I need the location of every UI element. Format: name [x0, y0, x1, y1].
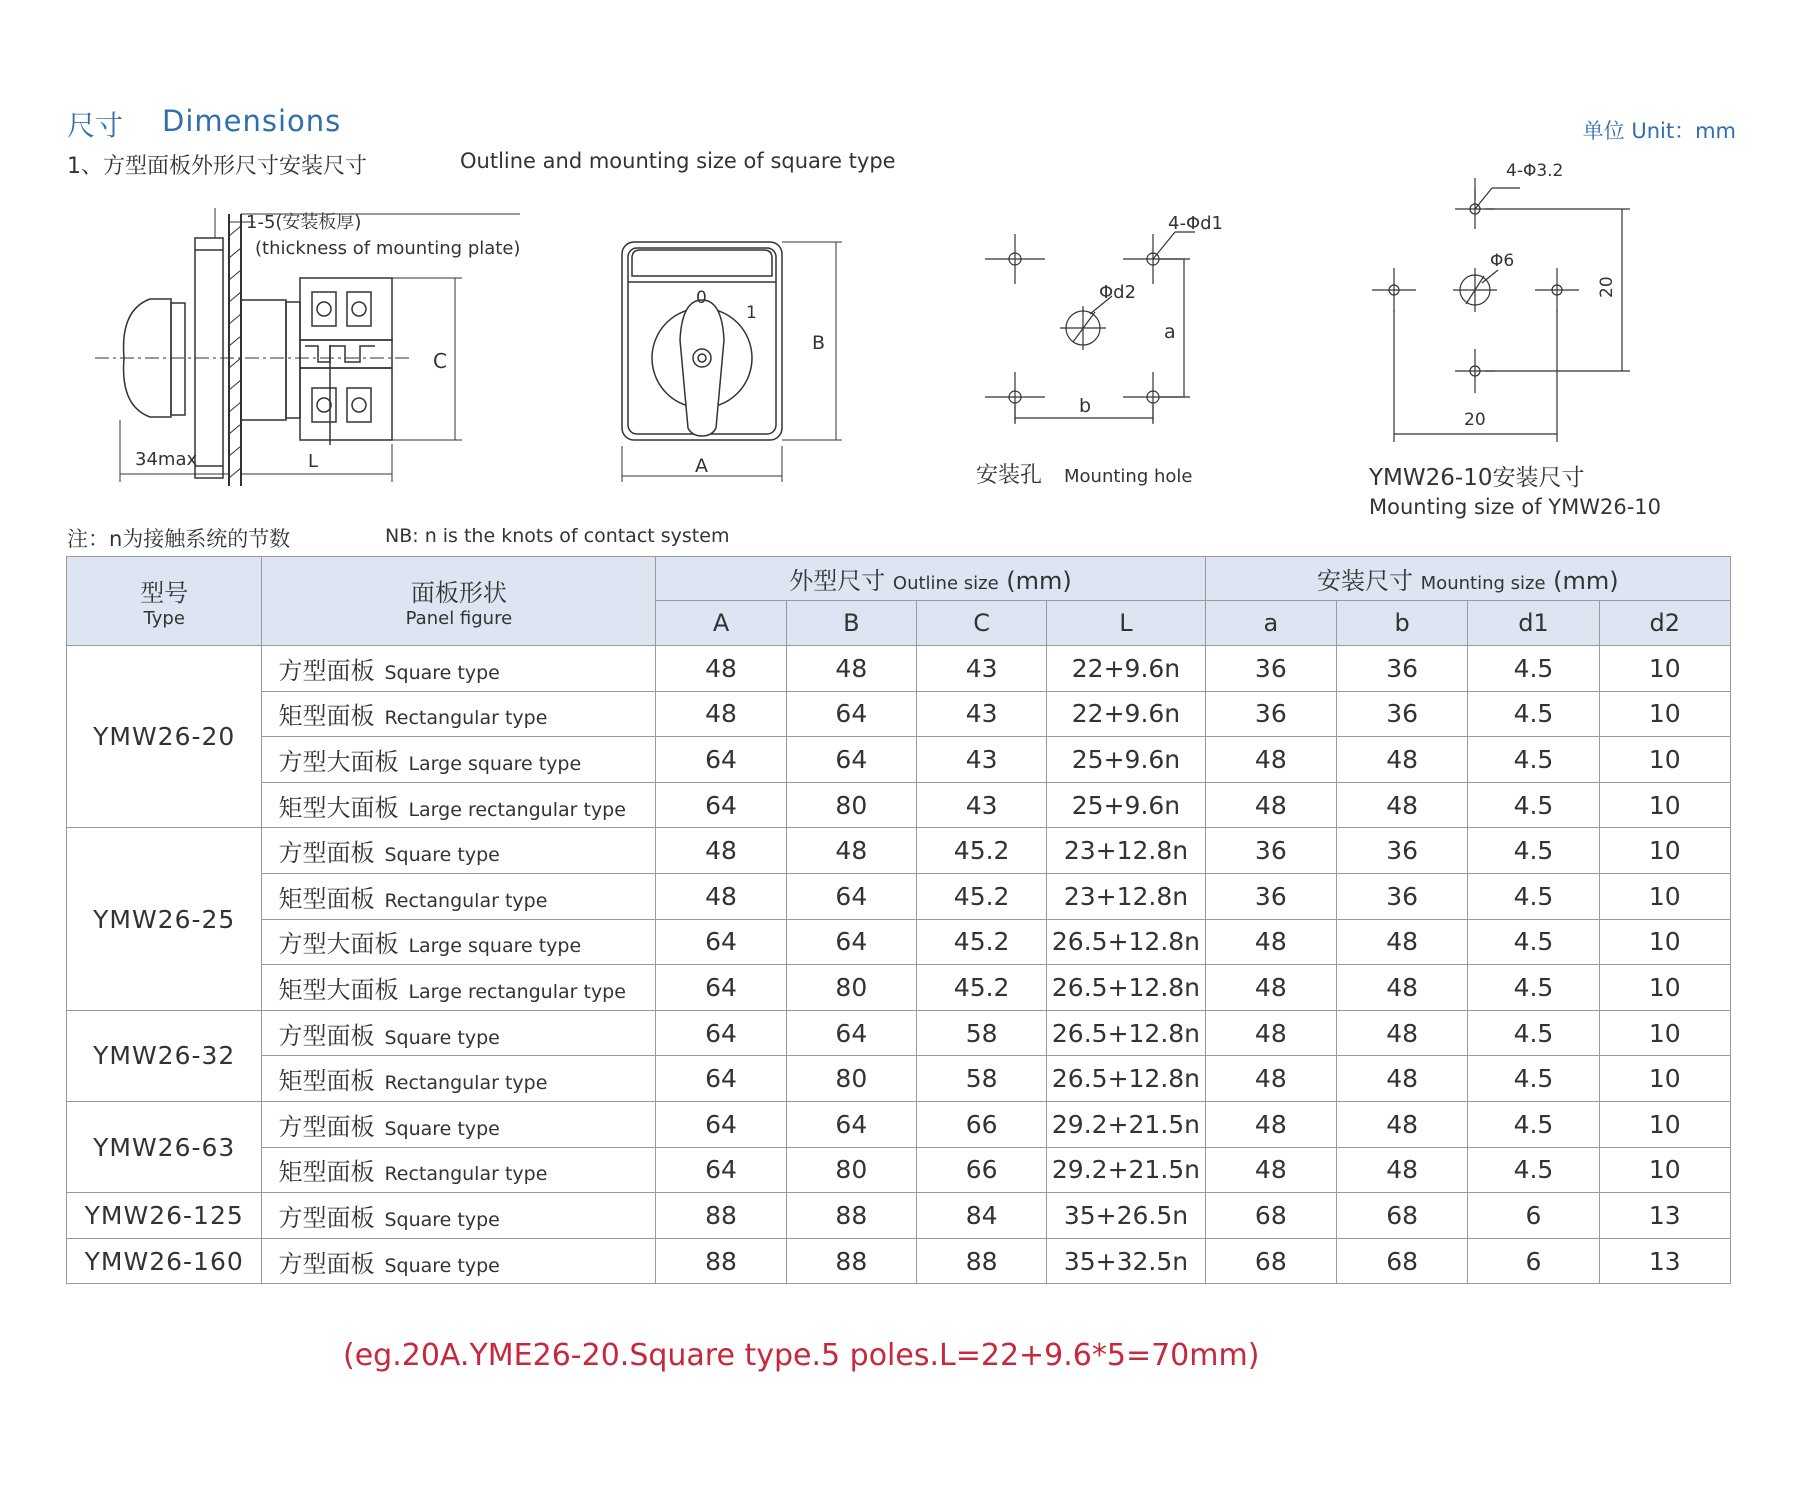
value-cell: 64 — [786, 1101, 916, 1147]
value-cell: 80 — [786, 782, 916, 828]
table-body — [67, 646, 1731, 1284]
col-header-d2: d2 — [1599, 601, 1730, 646]
table-row — [67, 737, 1731, 783]
front-view-drawing — [622, 242, 842, 482]
mount-dim-a-label: a — [1164, 321, 1176, 343]
value-cell: 88 — [656, 1238, 786, 1284]
type-cell: YMW26-125 — [67, 1193, 262, 1239]
plate-thickness-label-en: (thickness of mounting plate) — [255, 238, 521, 259]
value-cell: 23+12.8n — [1047, 828, 1205, 874]
panel-figure-cell — [262, 782, 656, 828]
panel-name-en: Square type — [384, 1208, 500, 1231]
value-cell: 4.5 — [1468, 965, 1599, 1011]
value-cell: 58 — [916, 1056, 1046, 1102]
dim-b-label: B — [812, 332, 826, 354]
panel-name-en: Large rectangular type — [408, 798, 626, 821]
panel-name-en: Square type — [384, 1117, 500, 1140]
value-cell: 4.5 — [1468, 1010, 1599, 1056]
value-cell: 48 — [1205, 919, 1336, 965]
mounting-hole-caption-en: Mounting hole — [1064, 466, 1193, 487]
value-cell: 22+9.6n — [1047, 646, 1205, 692]
value-cell: 26.5+12.8n — [1047, 919, 1205, 965]
table-row — [67, 1238, 1731, 1284]
table-row — [67, 873, 1731, 919]
value-cell: 48 — [1205, 1010, 1336, 1056]
col-header-b: b — [1336, 601, 1467, 646]
value-cell: 26.5+12.8n — [1047, 965, 1205, 1011]
value-cell: 48 — [1205, 1147, 1336, 1193]
section-title-en: Dimensions — [162, 104, 342, 138]
value-cell: 36 — [1205, 873, 1336, 919]
center-hole-label: Φd2 — [1099, 282, 1137, 303]
value-cell: 48 — [1205, 965, 1336, 1011]
switch-position-1: 1 — [746, 303, 757, 323]
value-cell: 48 — [656, 691, 786, 737]
panel-name-cn: 矩型面板 — [278, 702, 375, 731]
outline-size-header: 外型尺寸 Outline size (mm) — [656, 557, 1205, 601]
value-cell: 4.5 — [1468, 828, 1599, 874]
panel-figure-cell — [262, 737, 656, 783]
table-row — [67, 828, 1731, 874]
dim-a-label: A — [695, 455, 708, 477]
panel-figure-cell — [262, 1056, 656, 1102]
value-cell: 48 — [1205, 737, 1336, 783]
value-cell: 68 — [1336, 1238, 1467, 1284]
value-cell: 13 — [1599, 1193, 1730, 1239]
value-cell: 64 — [656, 1056, 786, 1102]
value-cell: 36 — [1336, 873, 1467, 919]
col-header-A: A — [656, 601, 786, 646]
panel-figure-cell — [262, 1193, 656, 1239]
panel-figure-cell — [262, 1147, 656, 1193]
value-cell: 80 — [786, 1147, 916, 1193]
value-cell: 66 — [916, 1101, 1046, 1147]
value-cell: 68 — [1205, 1193, 1336, 1239]
value-cell: 35+26.5n — [1047, 1193, 1205, 1239]
value-cell: 48 — [1205, 1101, 1336, 1147]
panel-name-cn: 矩型面板 — [278, 884, 375, 913]
mounting-hole-caption-cn: 安装孔 — [976, 463, 1043, 488]
ymw26-10-center-label: Φ6 — [1490, 251, 1515, 271]
panel-name-en: Large square type — [408, 752, 582, 775]
panel-figure-cell — [262, 828, 656, 874]
value-cell: 35+32.5n — [1047, 1238, 1205, 1284]
value-cell: 64 — [656, 1101, 786, 1147]
value-cell: 4.5 — [1468, 1101, 1599, 1147]
value-cell: 43 — [916, 782, 1046, 828]
value-cell: 64 — [656, 1010, 786, 1056]
value-cell: 45.2 — [916, 828, 1046, 874]
panel-name-en: Large rectangular type — [408, 980, 626, 1003]
dim-34max-label: 34max — [135, 449, 198, 470]
panel-name-cn: 方型面板 — [278, 656, 375, 685]
value-cell: 48 — [1336, 919, 1467, 965]
panel-name-en: Square type — [384, 1026, 500, 1049]
value-cell: 64 — [656, 919, 786, 965]
ymw26-10-caption-cn: YMW26-10安装尺寸 — [1369, 465, 1585, 491]
ymw26-10-vertical-dim: 20 — [1597, 276, 1617, 298]
subtitle-cn: 1、方型面板外形尺寸安装尺寸 — [67, 154, 367, 179]
panel-name-en: Square type — [384, 661, 500, 684]
col-header-d1: d1 — [1468, 601, 1599, 646]
value-cell: 4.5 — [1468, 1147, 1599, 1193]
ymw26-10-holes-label: 4-Φ3.2 — [1506, 161, 1564, 181]
value-cell: 36 — [1205, 691, 1336, 737]
dimensions-table — [66, 556, 1731, 1284]
panel-figure-cell — [262, 1238, 656, 1284]
value-cell: 10 — [1599, 873, 1730, 919]
value-cell: 36 — [1336, 646, 1467, 692]
panel-name-cn: 矩型大面板 — [278, 793, 399, 822]
value-cell: 4.5 — [1468, 873, 1599, 919]
value-cell: 68 — [1336, 1193, 1467, 1239]
table-row — [67, 965, 1731, 1011]
value-cell: 10 — [1599, 646, 1730, 692]
switch-position-0: 0 — [696, 288, 707, 308]
value-cell: 4.5 — [1468, 646, 1599, 692]
panel-name-cn: 矩型面板 — [278, 1158, 375, 1187]
panel-figure-cell — [262, 646, 656, 692]
section-title-cn: 尺寸 — [67, 109, 124, 142]
table-row — [67, 1010, 1731, 1056]
type-cell: YMW26-32 — [67, 1010, 262, 1101]
value-cell: 4.5 — [1468, 737, 1599, 783]
value-cell: 48 — [1336, 1147, 1467, 1193]
value-cell: 66 — [916, 1147, 1046, 1193]
table-row — [67, 1101, 1731, 1147]
value-cell: 45.2 — [916, 873, 1046, 919]
panel-name-en: Square type — [384, 844, 500, 867]
value-cell: 48 — [1336, 737, 1467, 783]
value-cell: 64 — [656, 965, 786, 1011]
value-cell: 58 — [916, 1010, 1046, 1056]
value-cell: 48 — [1205, 782, 1336, 828]
value-cell: 64 — [656, 782, 786, 828]
type-cell: YMW26-160 — [67, 1238, 262, 1284]
value-cell: 88 — [656, 1193, 786, 1239]
value-cell: 43 — [916, 646, 1046, 692]
value-cell: 10 — [1599, 1101, 1730, 1147]
value-cell: 36 — [1205, 646, 1336, 692]
col-header-B: B — [786, 601, 916, 646]
panel-name-cn: 方型大面板 — [278, 930, 399, 959]
panel-name-en: Large square type — [408, 935, 582, 958]
table-row — [67, 691, 1731, 737]
value-cell: 48 — [786, 646, 916, 692]
panel-figure-cell — [262, 1010, 656, 1056]
ymw26-10-drawing — [1372, 178, 1630, 442]
panel-name-cn: 矩型大面板 — [278, 975, 399, 1004]
type-cell: YMW26-25 — [67, 828, 262, 1010]
panel-figure-cell — [262, 873, 656, 919]
panel-name-cn: 方型面板 — [278, 1112, 375, 1141]
panel-figure-cell — [262, 965, 656, 1011]
panel-name-cn: 方型面板 — [278, 839, 375, 868]
value-cell: 10 — [1599, 1010, 1730, 1056]
dim-l-label: L — [308, 451, 319, 472]
ymw26-10-horizontal-dim: 20 — [1464, 410, 1486, 430]
value-cell: 80 — [786, 965, 916, 1011]
value-cell: 4.5 — [1468, 919, 1599, 965]
value-cell: 64 — [656, 737, 786, 783]
unit-label: 单位 Unit：mm — [1582, 119, 1736, 143]
value-cell: 64 — [656, 1147, 786, 1193]
value-cell: 48 — [1336, 965, 1467, 1011]
value-cell: 4.5 — [1468, 1056, 1599, 1102]
value-cell: 64 — [786, 691, 916, 737]
value-cell: 64 — [786, 919, 916, 965]
value-cell: 88 — [786, 1193, 916, 1239]
value-cell: 4.5 — [1468, 782, 1599, 828]
value-cell: 45.2 — [916, 919, 1046, 965]
value-cell: 48 — [656, 873, 786, 919]
value-cell: 43 — [916, 737, 1046, 783]
value-cell: 64 — [786, 1010, 916, 1056]
table-row — [67, 1193, 1731, 1239]
type-header: 型号 Type — [67, 557, 262, 646]
value-cell: 80 — [786, 1056, 916, 1102]
panel-name-cn: 方型面板 — [278, 1203, 375, 1232]
col-header-a: a — [1205, 601, 1336, 646]
note-en: NB: n is the knots of contact system — [385, 525, 730, 547]
panel-name-en: Square type — [384, 1254, 500, 1277]
mounting-size-header: 安装尺寸 Mounting size (mm) — [1205, 557, 1730, 601]
panel-name-en: Rectangular type — [384, 889, 548, 912]
panel-name-cn: 方型面板 — [278, 1021, 375, 1050]
panel-header: 面板形状 Panel figure — [262, 557, 656, 646]
value-cell: 48 — [656, 646, 786, 692]
table-row — [67, 1056, 1731, 1102]
value-cell: 6 — [1468, 1193, 1599, 1239]
value-cell: 10 — [1599, 1056, 1730, 1102]
value-cell: 13 — [1599, 1238, 1730, 1284]
value-cell: 48 — [1336, 782, 1467, 828]
subtitle-en: Outline and mounting size of square type — [460, 149, 896, 173]
panel-name-cn: 方型大面板 — [278, 747, 399, 776]
value-cell: 36 — [1336, 828, 1467, 874]
table-row — [67, 782, 1731, 828]
panel-figure-cell — [262, 919, 656, 965]
value-cell: 25+9.6n — [1047, 782, 1205, 828]
panel-figure-cell — [262, 1101, 656, 1147]
table-row — [67, 919, 1731, 965]
value-cell: 48 — [1336, 1056, 1467, 1102]
technical-drawings — [0, 0, 1800, 530]
value-cell: 23+12.8n — [1047, 873, 1205, 919]
table-row — [67, 646, 1731, 692]
dim-c-label: C — [433, 349, 447, 373]
value-cell: 48 — [1336, 1010, 1467, 1056]
value-cell: 29.2+21.5n — [1047, 1147, 1205, 1193]
value-cell: 29.2+21.5n — [1047, 1101, 1205, 1147]
type-cell: YMW26-63 — [67, 1101, 262, 1192]
col-header-L: L — [1047, 601, 1205, 646]
value-cell: 45.2 — [916, 965, 1046, 1011]
table-row — [67, 1147, 1731, 1193]
panel-name-cn: 矩型面板 — [278, 1067, 375, 1096]
value-cell: 88 — [916, 1238, 1046, 1284]
value-cell: 10 — [1599, 828, 1730, 874]
panel-figure-cell — [262, 691, 656, 737]
col-header-C: C — [916, 601, 1046, 646]
value-cell: 26.5+12.8n — [1047, 1010, 1205, 1056]
panel-name-en: Rectangular type — [384, 1072, 548, 1095]
value-cell: 26.5+12.8n — [1047, 1056, 1205, 1102]
value-cell: 48 — [1336, 1101, 1467, 1147]
value-cell: 4.5 — [1468, 691, 1599, 737]
panel-name-cn: 方型面板 — [278, 1249, 375, 1278]
plate-thickness-label: 1-5(安装板厚) — [246, 212, 362, 233]
value-cell: 36 — [1205, 828, 1336, 874]
value-cell: 6 — [1468, 1238, 1599, 1284]
value-cell: 88 — [786, 1238, 916, 1284]
panel-name-en: Rectangular type — [384, 1163, 548, 1186]
ymw26-10-caption-en: Mounting size of YMW26-10 — [1369, 495, 1662, 519]
value-cell: 22+9.6n — [1047, 691, 1205, 737]
value-cell: 64 — [786, 737, 916, 783]
value-cell: 84 — [916, 1193, 1046, 1239]
value-cell: 64 — [786, 873, 916, 919]
value-cell: 10 — [1599, 782, 1730, 828]
type-cell: YMW26-20 — [67, 646, 262, 828]
holes-label: 4-Φd1 — [1168, 213, 1223, 234]
value-cell: 10 — [1599, 737, 1730, 783]
value-cell: 10 — [1599, 1147, 1730, 1193]
value-cell: 48 — [786, 828, 916, 874]
value-cell: 36 — [1336, 691, 1467, 737]
value-cell: 10 — [1599, 965, 1730, 1011]
table-header-row — [67, 557, 1731, 601]
value-cell: 10 — [1599, 691, 1730, 737]
note-cn: 注：n为接触系统的节数 — [67, 527, 291, 551]
mount-dim-b-label: b — [1079, 395, 1092, 417]
value-cell: 48 — [656, 828, 786, 874]
example-calculation: (eg.20A.YME26-20.Square type.5 poles.L=22+9.6*5=70mm) — [343, 1338, 1260, 1373]
value-cell: 43 — [916, 691, 1046, 737]
panel-name-en: Rectangular type — [384, 707, 548, 730]
value-cell: 68 — [1205, 1238, 1336, 1284]
value-cell: 25+9.6n — [1047, 737, 1205, 783]
value-cell: 10 — [1599, 919, 1730, 965]
value-cell: 48 — [1205, 1056, 1336, 1102]
